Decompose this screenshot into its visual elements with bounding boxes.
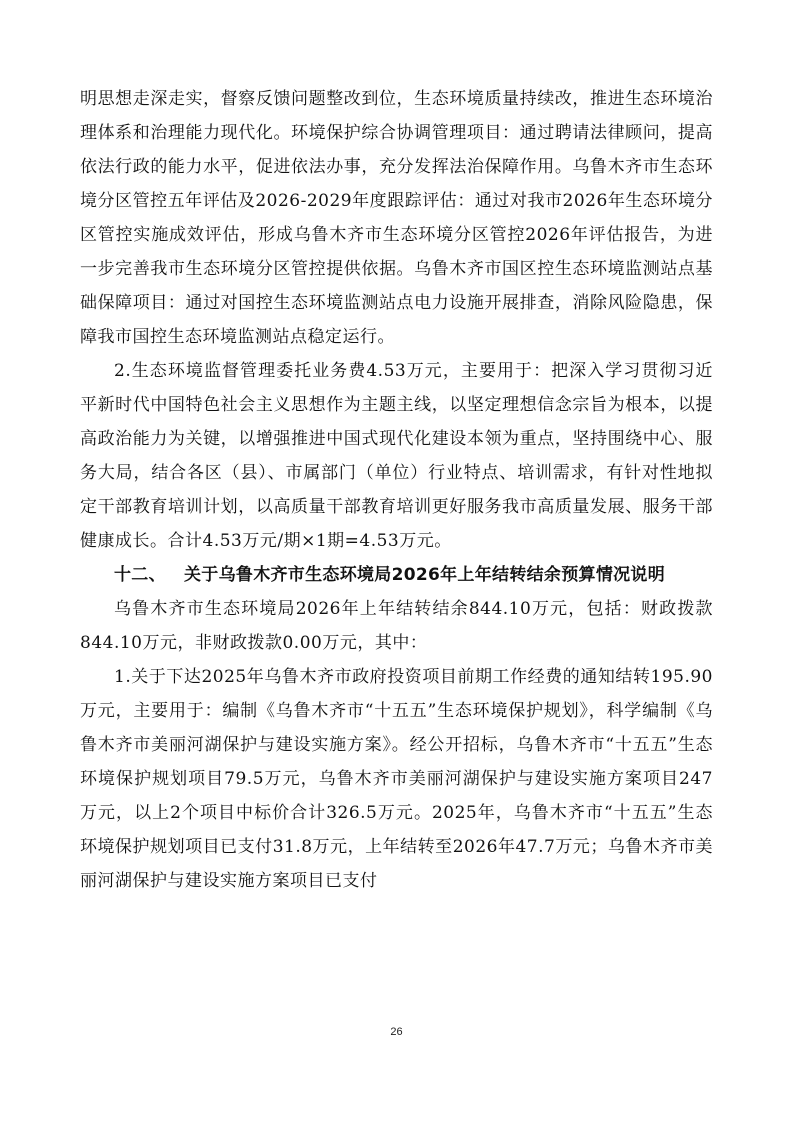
paragraph-item-1: 1.关于下达2025年乌鲁木齐市政府投资项目前期工作经费的通知结转195.90万元，主要用于：编制《乌鲁木齐市“十五五”生态环境保护规划》，科学编制《乌鲁木齐市美丽河湖保护与建设实施方案》。经公开招标，乌鲁木齐市“十五五”生态环境保护规划项目79.5万元，乌鲁木齐市美丽河湖保护与建设实施方案项目247万元，以上2个项目中标价合计326.5万元。2025年，乌鲁木齐市“十五五”生态环境保护规划项目已支付31.8万元，上年结转至2026年47.7万元；乌鲁木齐市美丽河湖保护与建设实施方案项目已支付 <box>80 667 713 891</box>
section-title: 关于乌鲁木齐市生态环境局2026年上年结转结余预算情况说明 <box>184 565 666 585</box>
page-number: 26 <box>390 1026 403 1038</box>
section-heading <box>80 558 713 592</box>
document-body <box>80 82 713 898</box>
paragraph-item-2: 2.生态环境监督管理委托业务费4.53万元，主要用于：把深入学习贯彻习近平新时代中国特色社会主义思想作为主题主线，以坚定理想信念宗旨为根本，以提高政治能力为关键，以增强推进中国式现代化建设本领为重点，坚持围绕中心、服务大局，结合各区（县）、市属部门（单位）行业特点、培训需求，有针对性地拟定干部教育培训计划，以高质量干部教育培训更好服务我市高质量发展、服务干部健康成长。合计4.53万元/期×1期=4.53万元。 <box>80 361 713 551</box>
paragraph-continued: 明思想走深走实，督察反馈问题整改到位，生态环境质量持续改，推进生态环境治理体系和治理能力现代化。环境保护综合协调管理项目：通过聘请法律顾问，提高依法行政的能力水平，促进依法办事，充分发挥法治保障作用。乌鲁木齐市生态环境分区管控五年评估及2026-2029年度跟踪评估：通过对我市2026年生态环境分区管控实施成效评估，形成乌鲁木齐市生态环境分区管控2026年评估报告，为进一步完善我市生态环境分区管控提供依据。乌鲁木齐市国区控生态环境监测站点基础保障项目：通过对国控生态环境监测站点电力设施开展排查，消除风险隐患，保障我市国控生态环境监测站点稳定运行。 <box>80 89 713 347</box>
section-number: 十二、 <box>114 565 166 585</box>
paragraph-summary: 乌鲁木齐市生态环境局2026年上年结转结余844.10万元，包括：财政拨款844.10万元，非财政拨款0.00万元，其中： <box>80 599 713 653</box>
